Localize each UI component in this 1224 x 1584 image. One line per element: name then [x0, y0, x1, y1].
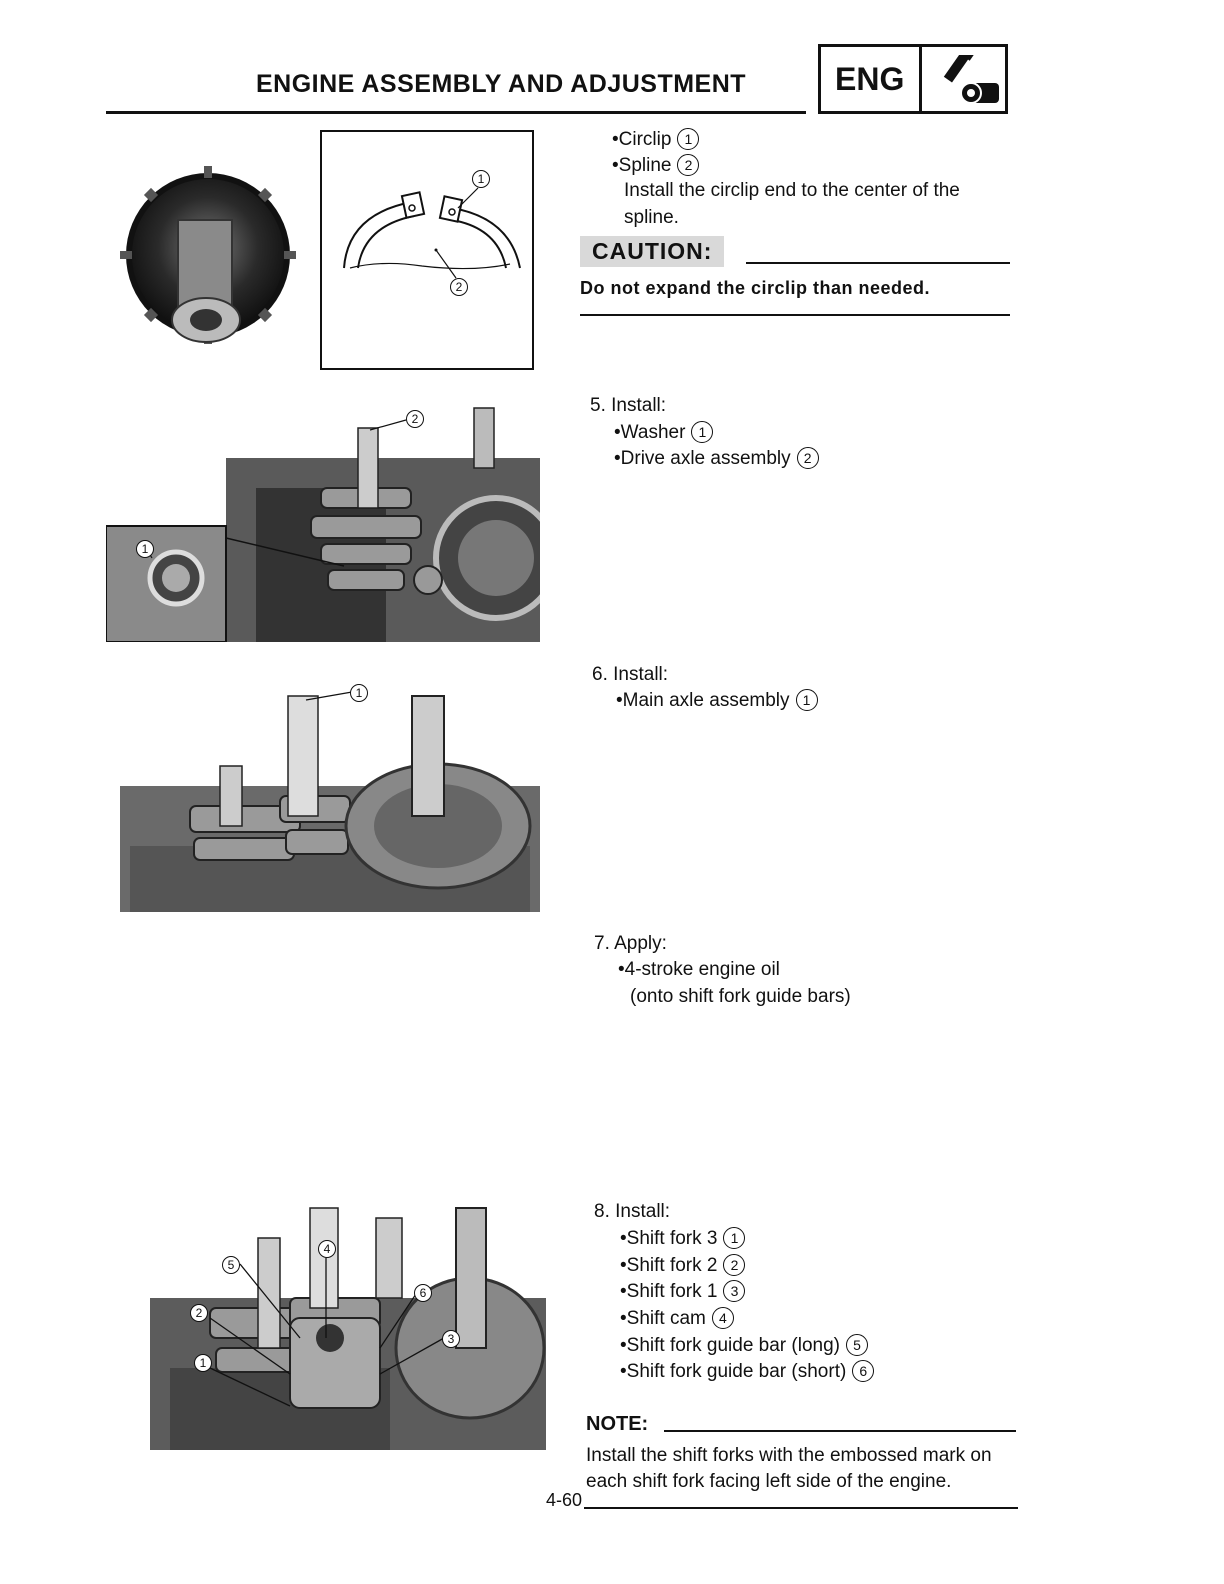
- callout-number: 5: [846, 1334, 868, 1356]
- photo-label-5: 5: [222, 1256, 240, 1274]
- note-text: each shift fork facing left side of the engine.: [586, 1471, 952, 1492]
- instruction-line: Install the circlip end to the center of the: [624, 180, 960, 201]
- caution-end-rule: [580, 314, 1010, 316]
- list-item: •Shift fork guide bar (long) 5: [620, 1333, 868, 1360]
- callout-number: 3: [723, 1280, 745, 1302]
- photo-label-1: 1: [194, 1354, 212, 1372]
- list-item: •Shift fork guide bar (short) 6: [620, 1359, 874, 1386]
- list-item: •4-stroke engine oil: [618, 959, 780, 980]
- list-item: •Main axle assembly 1: [616, 688, 818, 715]
- list-item: •Shift fork 1 3: [620, 1279, 745, 1306]
- step-heading: 5. Install:: [590, 395, 667, 416]
- caution-label: CAUTION:: [580, 236, 724, 267]
- note-label: NOTE:: [586, 1413, 649, 1435]
- callout-number: 2: [797, 447, 819, 469]
- list-item: •Shift fork 2 2: [620, 1253, 745, 1280]
- eng-badge: [818, 44, 1008, 114]
- list-item: •Circlip 1: [612, 127, 699, 154]
- photo-label-2: 2: [406, 410, 424, 428]
- note-text: Install the shift forks with the embossed mark on: [586, 1445, 992, 1466]
- callout-number: 6: [852, 1360, 874, 1382]
- photo-label-1: 1: [350, 684, 368, 702]
- page-number: 4-60: [546, 1490, 583, 1510]
- caution-text: Do not expand the circlip than needed.: [580, 278, 931, 298]
- shift-fork-photo: [140, 1198, 546, 1450]
- callout-number: 2: [677, 154, 699, 176]
- diagram-label-2: 2: [450, 278, 468, 296]
- note-end-rule: [584, 1507, 1018, 1509]
- drive-axle-photo: [106, 398, 540, 642]
- note-rule: [664, 1430, 1016, 1432]
- callout-number: 2: [723, 1254, 745, 1276]
- callout-number: 1: [691, 421, 713, 443]
- header-rule: [106, 111, 806, 114]
- step-heading: 6. Install:: [592, 664, 669, 685]
- circlip-diagram: [320, 130, 534, 370]
- list-item: •Washer 1: [614, 420, 713, 447]
- main-axle-photo: [120, 676, 540, 912]
- list-item: •Spline 2: [612, 153, 699, 180]
- gear-photo: [116, 160, 306, 360]
- badge-divider: [919, 47, 922, 111]
- photo-label-1: 1: [136, 540, 154, 558]
- diagram-label-1: 1: [472, 170, 490, 188]
- callout-number: 1: [796, 689, 818, 711]
- photo-label-6: 6: [414, 1284, 432, 1302]
- callout-number: 4: [712, 1307, 734, 1329]
- list-subitem: (onto shift fork guide bars): [630, 986, 851, 1007]
- caution-rule: [746, 262, 1010, 264]
- page-title: ENGINE ASSEMBLY AND ADJUSTMENT: [256, 70, 747, 98]
- callout-number: 1: [677, 128, 699, 150]
- step-heading: 7. Apply:: [594, 933, 667, 954]
- step-heading: 8. Install:: [594, 1201, 671, 1222]
- instruction-line: spline.: [624, 207, 679, 228]
- callout-number: 1: [723, 1227, 745, 1249]
- photo-label-4: 4: [318, 1240, 336, 1258]
- photo-label-3: 3: [442, 1330, 460, 1348]
- photo-label-2: 2: [190, 1304, 208, 1322]
- list-item: •Shift cam 4: [620, 1306, 734, 1333]
- list-item: •Drive axle assembly 2: [614, 446, 819, 473]
- engine-wrench-icon: [929, 55, 1005, 109]
- list-item: •Shift fork 3 1: [620, 1226, 745, 1253]
- badge-label: ENG: [835, 61, 905, 97]
